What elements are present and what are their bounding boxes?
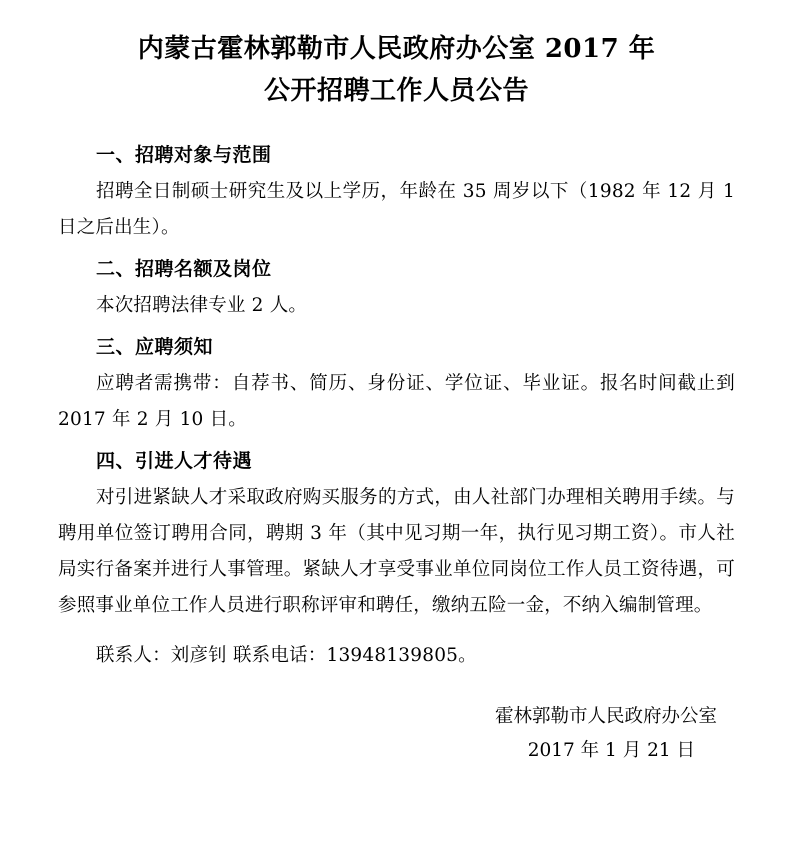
section-heading: 三、应聘须知: [96, 336, 214, 358]
section-application-notice: [58, 330, 735, 438]
section-quota-positions: [58, 252, 735, 324]
title-line-2: 公开招聘工作人员公告: [263, 76, 529, 106]
signature-block: [58, 700, 735, 768]
title-line-1: 内蒙古霍林郭勒市人民政府办公室 2017 年: [137, 34, 656, 64]
section-heading: 二、招聘名额及岗位: [96, 258, 272, 280]
section-heading: 四、引进人才待遇: [96, 450, 253, 472]
section-heading: 一、招聘对象与范围: [96, 144, 272, 166]
section-paragraph: 对引进紧缺人才采取政府购买服务的方式，由人社部门办理相关聘用手续。与聘用单位签订聘用合同，聘期 3 年（其中见习期一年，执行见习期工资）。市人社局实行备案并进行人事管理。紧缺人才享受事业单位同岗位工作人员工资待遇，可参照事业单位工作人员进行职称评审和聘任，缴纳五险一金，不纳入编制管理。: [58, 487, 735, 616]
signature-organization: 霍林郭勒市人民政府办公室: [494, 706, 717, 727]
section-paragraph: 本次招聘法律专业 2 人。: [96, 295, 308, 316]
signature-date: 2017 年 1 月 21 日: [527, 740, 695, 761]
section-paragraph: 招聘全日制硕士研究生及以上学历，年龄在 35 周岁以下（1982 年 12 月 1 日之后出生）。: [58, 181, 735, 238]
contact-info: 联系人：刘彦钊 联系电话：13948139805。: [96, 645, 477, 666]
section-paragraph: 应聘者需携带：自荐书、简历、身份证、学位证、毕业证。报名时间截止到 2017 年 2 月 10 日。: [58, 373, 735, 430]
section-talent-benefits: [58, 444, 735, 624]
page-title: [58, 28, 735, 112]
section-recruitment-scope: [58, 138, 735, 246]
